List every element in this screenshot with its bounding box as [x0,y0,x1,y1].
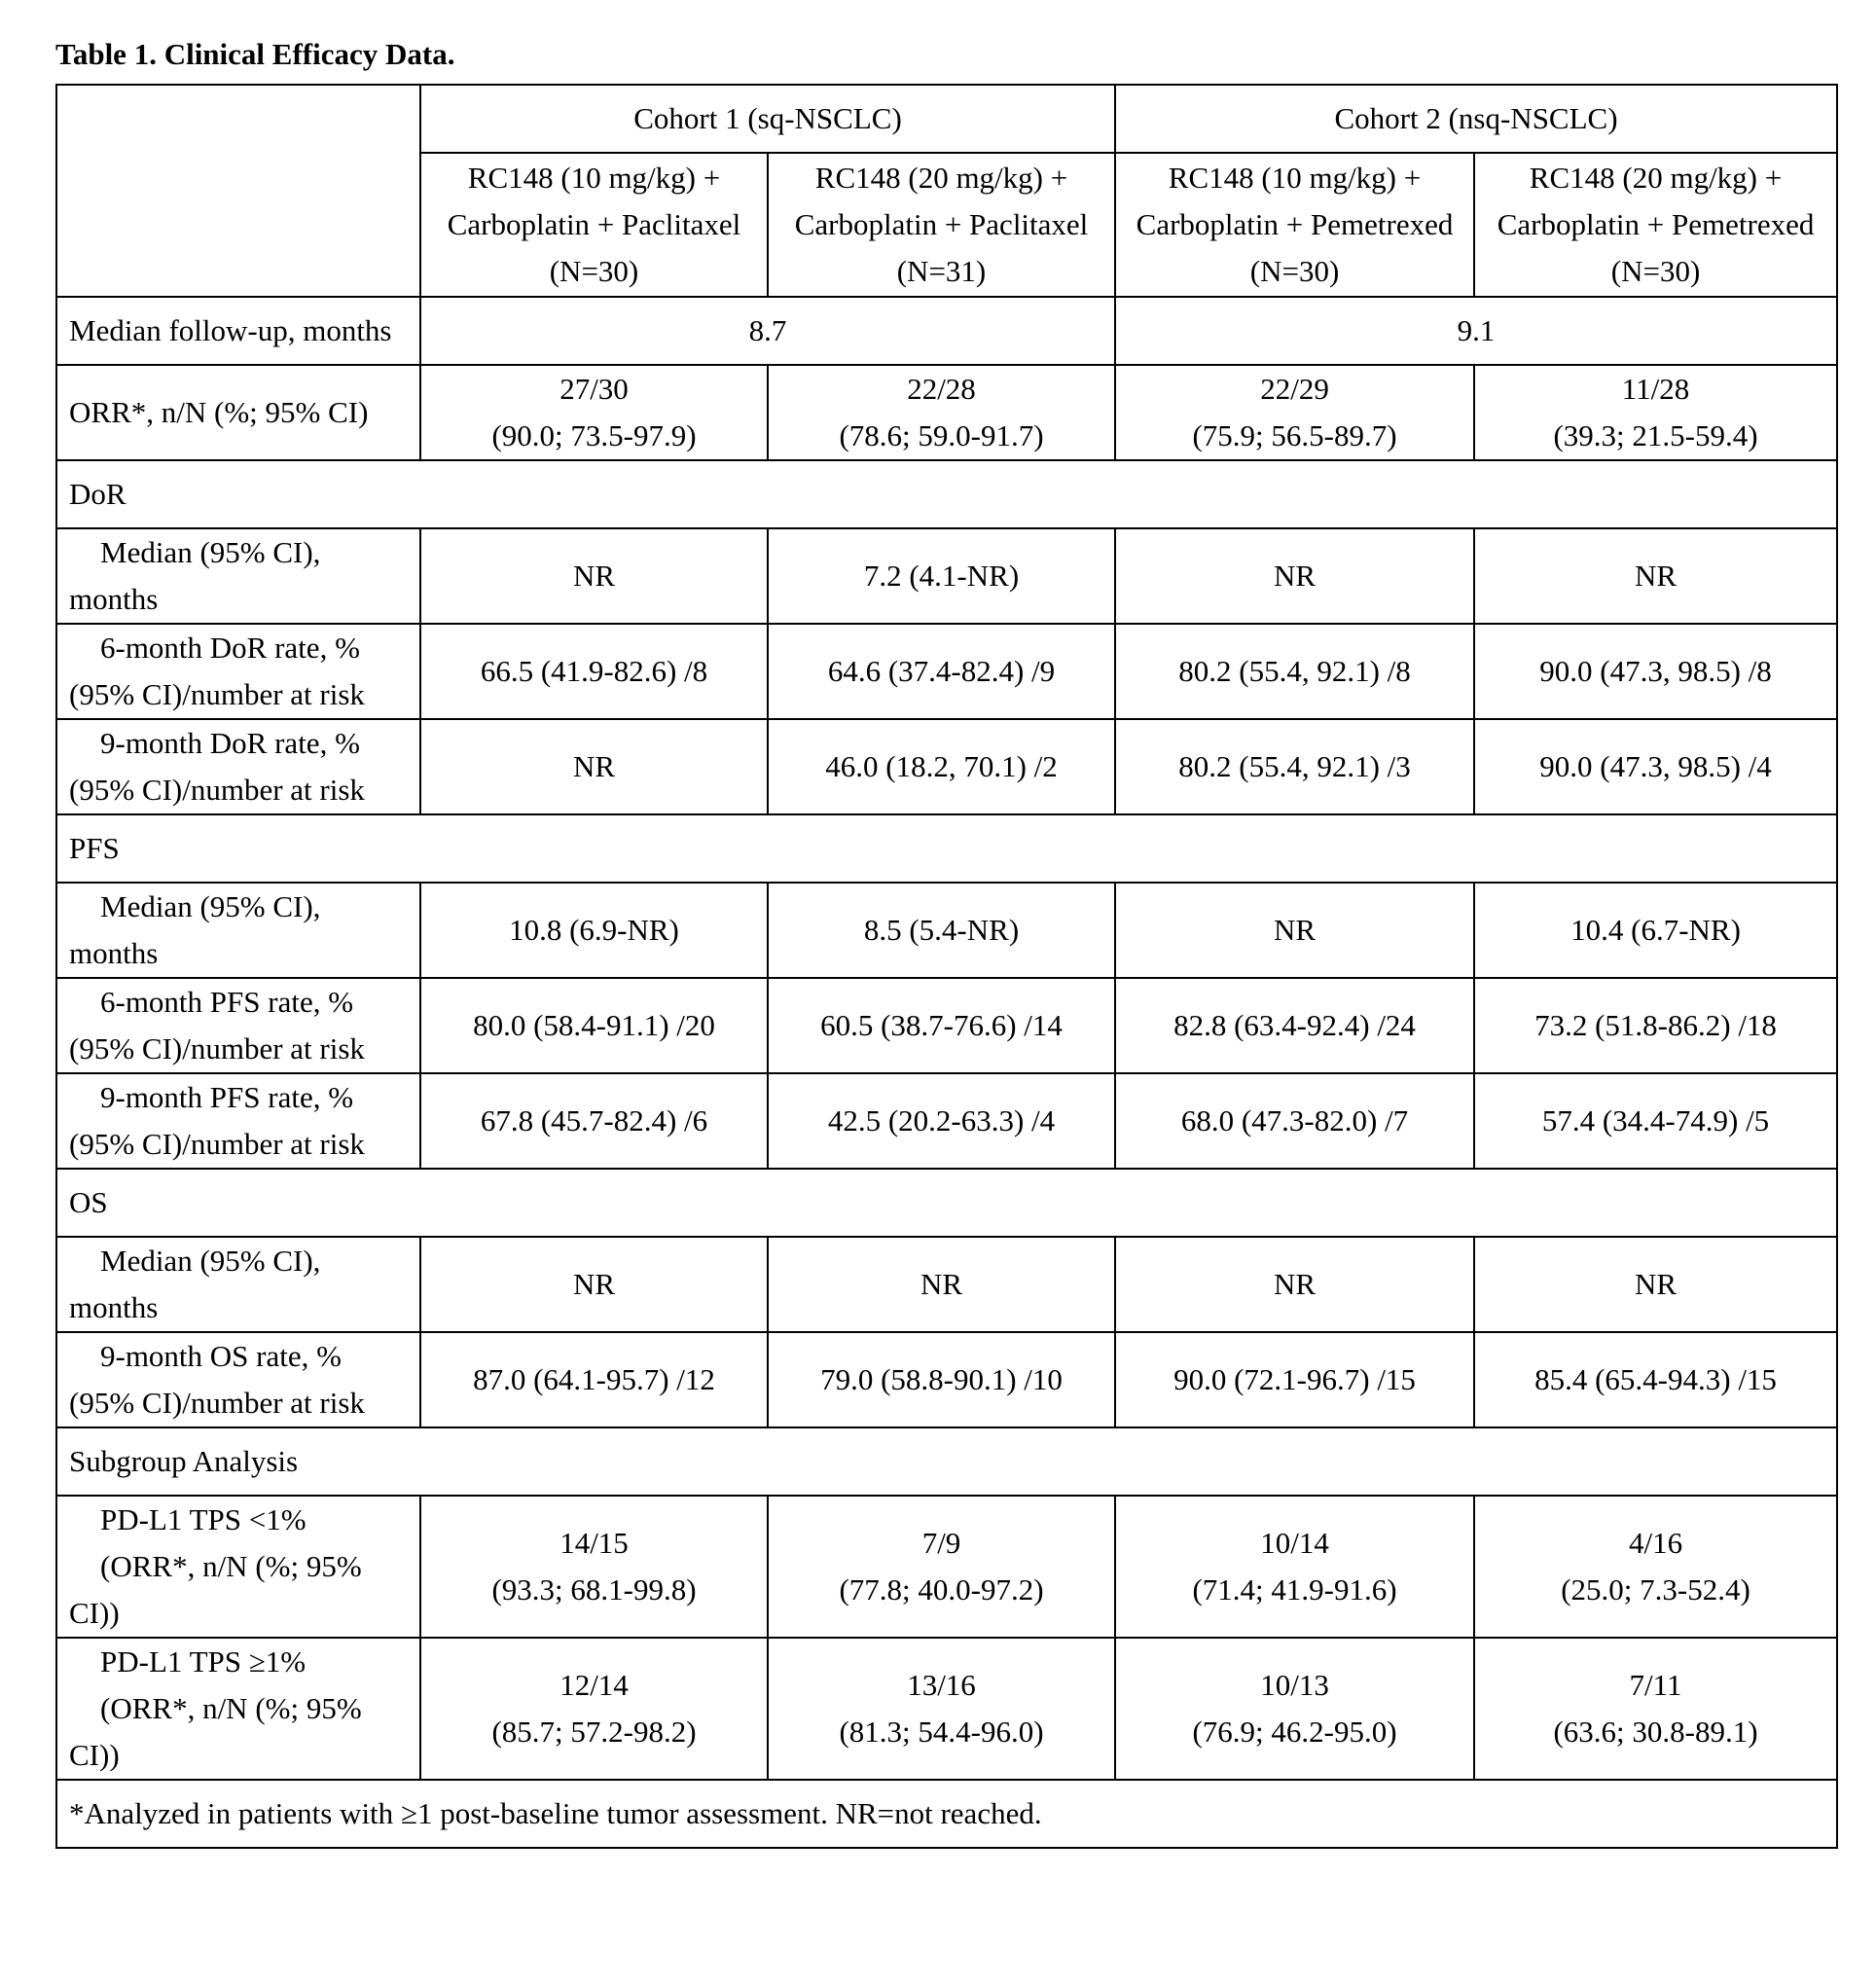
table-cell: 68.0 (47.3-82.0) /7 [1115,1073,1474,1169]
table-cell: 90.0 (47.3, 98.5) /8 [1474,624,1837,719]
section-row [56,814,1837,883]
subgroup-low-label: PD-L1 TPS <1% (ORR*, n/N (%; 95% CI)) [56,1496,420,1638]
subgroup-high-label: PD-L1 TPS ≥1% (ORR*, n/N (%; 95% CI)) [56,1638,420,1780]
table-cell: NR [768,1237,1115,1332]
table-row [56,1073,1837,1169]
table-cell: 12/14 (85.7; 57.2-98.2) [420,1638,768,1780]
table-cell: NR [1115,528,1474,624]
table-cell: 85.4 (65.4-94.3) /15 [1474,1332,1837,1427]
followup-label: Median follow-up, months [56,297,420,365]
section-pfs: PFS [56,814,1837,883]
table-row [56,297,1837,365]
orr-cell: 27/30 (90.0; 73.5-97.9) [420,365,768,460]
table-cell: NR [1474,528,1837,624]
table-cell: NR [420,528,768,624]
table-cell: 8.5 (5.4-NR) [768,883,1115,978]
table-cell: 10.8 (6.9-NR) [420,883,768,978]
header-empty-cell [56,85,420,297]
table-cell: 80.0 (58.4-91.1) /20 [420,978,768,1073]
table-row [56,1638,1837,1780]
table-cell: NR [1115,1237,1474,1332]
arm-header: RC148 (20 mg/kg) + Carboplatin + Pemetrexed (N=30) [1474,153,1837,297]
table-row [56,528,1837,624]
orr-label: ORR*, n/N (%; 95% CI) [56,365,420,460]
table-cell: 10/14 (71.4; 41.9-91.6) [1115,1496,1474,1638]
table-cell: 7/11 (63.6; 30.8-89.1) [1474,1638,1837,1780]
table-row [56,1237,1837,1332]
os-median-label: Median (95% CI), months [56,1237,420,1332]
pfs-median-label: Median (95% CI), months [56,883,420,978]
table-cell: NR [1474,1237,1837,1332]
table-cell: 79.0 (58.8-90.1) /10 [768,1332,1115,1427]
table-cell: 57.4 (34.4-74.9) /5 [1474,1073,1837,1169]
table-row [56,978,1837,1073]
table-cell: 90.0 (72.1-96.7) /15 [1115,1332,1474,1427]
table-footnote: *Analyzed in patients with ≥1 post-baseline tumor assessment. NR=not reached. [56,1780,1837,1848]
table-row [56,1496,1837,1638]
table-cell: 67.8 (45.7-82.4) /6 [420,1073,768,1169]
table-cell: 7/9 (77.8; 40.0-97.2) [768,1496,1115,1638]
efficacy-table [55,84,1838,1849]
table-cell: 80.2 (55.4, 92.1) /3 [1115,719,1474,814]
dor-rate9-label: 9-month DoR rate, % (95% CI)/number at risk [56,719,420,814]
arm-header: RC148 (20 mg/kg) + Carboplatin + Paclitaxel (N=31) [768,153,1115,297]
followup-cohort2: 9.1 [1115,297,1837,365]
table-cell: NR [1115,883,1474,978]
table-cell: NR [420,719,768,814]
arm-header: RC148 (10 mg/kg) + Carboplatin + Paclitaxel (N=30) [420,153,768,297]
table-cell: 66.5 (41.9-82.6) /8 [420,624,768,719]
followup-cohort1: 8.7 [420,297,1115,365]
table-row [56,1332,1837,1427]
section-subgroup: Subgroup Analysis [56,1427,1837,1496]
section-row [56,460,1837,528]
table-cell: 60.5 (38.7-76.6) /14 [768,978,1115,1073]
table-cell: 13/16 (81.3; 54.4-96.0) [768,1638,1115,1780]
table-cell: 82.8 (63.4-92.4) /24 [1115,978,1474,1073]
cohort-2-header: Cohort 2 (nsq-NSCLC) [1115,85,1837,153]
table-cell: 73.2 (51.8-86.2) /18 [1474,978,1837,1073]
cohort-1-header: Cohort 1 (sq-NSCLC) [420,85,1115,153]
footnote-row [56,1780,1837,1848]
arm-header: RC148 (10 mg/kg) + Carboplatin + Pemetrexed (N=30) [1115,153,1474,297]
orr-cell: 22/29 (75.9; 56.5-89.7) [1115,365,1474,460]
table-row [56,365,1837,460]
section-row [56,1427,1837,1496]
table-cell: 7.2 (4.1-NR) [768,528,1115,624]
header-cohort-row [56,85,1837,153]
section-row [56,1169,1837,1237]
table-cell: 46.0 (18.2, 70.1) /2 [768,719,1115,814]
table-row [56,883,1837,978]
section-dor: DoR [56,460,1837,528]
table-cell: 87.0 (64.1-95.7) /12 [420,1332,768,1427]
table-cell: NR [420,1237,768,1332]
section-os: OS [56,1169,1837,1237]
table-cell: 64.6 (37.4-82.4) /9 [768,624,1115,719]
table-cell: 10.4 (6.7-NR) [1474,883,1837,978]
table-row [56,719,1837,814]
table-cell: 90.0 (47.3, 98.5) /4 [1474,719,1837,814]
table-cell: 4/16 (25.0; 7.3-52.4) [1474,1496,1837,1638]
os-rate9-label: 9-month OS rate, % (95% CI)/number at risk [56,1332,420,1427]
dor-median-label: Median (95% CI), months [56,528,420,624]
table-cell: 10/13 (76.9; 46.2-95.0) [1115,1638,1474,1780]
orr-cell: 22/28 (78.6; 59.0-91.7) [768,365,1115,460]
dor-rate6-label: 6-month DoR rate, % (95% CI)/number at risk [56,624,420,719]
orr-cell: 11/28 (39.3; 21.5-59.4) [1474,365,1837,460]
table-row [56,624,1837,719]
table-cell: 42.5 (20.2-63.3) /4 [768,1073,1115,1169]
pfs-rate9-label: 9-month PFS rate, % (95% CI)/number at risk [56,1073,420,1169]
pfs-rate6-label: 6-month PFS rate, % (95% CI)/number at risk [56,978,420,1073]
document-page [55,29,1836,1849]
table-title: Table 1. Clinical Efficacy Data. [55,37,455,71]
table-cell: 80.2 (55.4, 92.1) /8 [1115,624,1474,719]
table-cell: 14/15 (93.3; 68.1-99.8) [420,1496,768,1638]
